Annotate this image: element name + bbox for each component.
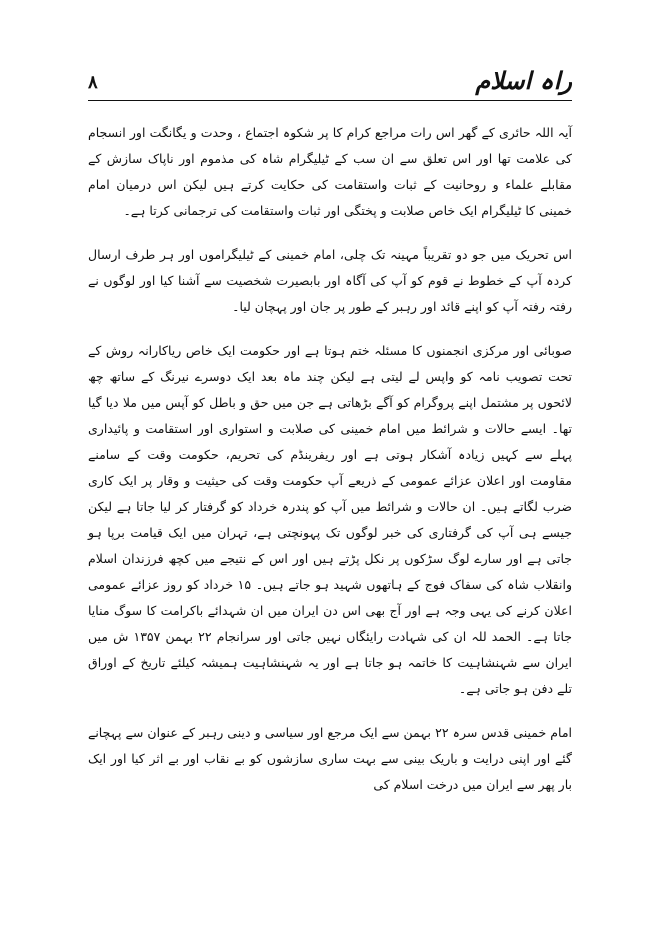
page-header	[88, 62, 572, 102]
running-title: راہ اسلام	[475, 66, 572, 95]
page-number: ۸	[88, 72, 98, 93]
paragraph-3: صوبائی اور مرکزی انجمنوں کا مسئلہ ختم ہوتا ہے اور حکومت ایک خاص ریاکارانہ روش کے تحت تصویب نامہ کو واپس لے لیتی ہے لیکن چند ماہ بعد ایک دوسرے نیرنگ کے ساتھ چھ لائحوں پر مشتمل اپنے پروگرام کو آگے بڑھاتی ہے جن میں حق و باطل کو آپس میں ملا دیا گیا تھا۔ ایسے حالات و شرائط میں امام خمینی کی صلابت و استواری اور استقامت و پائیداری پہلے سے کہیں زیادہ آشکار ہوتی ہے اور ریفرینڈم کی تحریم، حکومت وقت کے سامنے مقاومت اور اعلان عزائے عمومی کے ذریعے آپ حکومت وقت کی حیثیت و وقار پر ایک کاری ضرب لگاتے ہیں۔ ان حالات و شرائط میں آپ کو پندرہ خرداد کو گرفتار کر لیا جاتا ہے لیکن جیسے ہی آپ کی گرفتاری کی خبر لوگوں تک پہونچتی ہے، تہران میں ایک قیامت برپا ہو جاتی ہے اور سارے لوگ سڑکوں پر نکل پڑتے ہیں اور اس کے نتیجے میں کچھ فرزندان اسلام وانقلاب شاہ کی سفاک فوج کے ہاتھوں شہید ہو جاتے ہیں۔ ۱۵ خرداد کو روز عزائے عمومی اعلان کرنے کی یہی وجہ ہے اور آج بھی اس دن ایران میں ان شہدائے باکرامت کا سوگ منایا جاتا ہے۔ الحمد للہ ان کی شہادت رایئگاں نہیں جاتی اور سرانجام ۲۲ بہمن ۱۳۵۷ ش میں ایران سے شہنشاہیت کا خاتمہ ہو جاتا ہے اور یہ شہنشاہیت ہمیشہ کیلئے تاریخ کے اوراق تلے دفن ہو جاتی ہے۔	[88, 343, 572, 696]
page-body	[88, 120, 572, 816]
header-rule	[88, 100, 572, 101]
paragraph-1: آیہ اللہ حائری کے گھر اس رات مراجع کرام کا پر شکوہ اجتماع ، وحدت و یگانگت اور انسجام کی علامت تھا اور اس تعلق سے ان سب کے ٹیلیگرام شاہ کی مذموم اور ناپاک سازش کے مقابلے علماء و روحانیت کے ثبات واستقامت کی حکایت کرتے ہیں لیکن اس درمیان امام خمینی کا ٹیلیگرام ایک خاص صلابت و پختگی اور ثبات واستقامت کی ترجمانی کرتا ہے۔	[88, 125, 572, 218]
paragraph-4: امام خمینی قدس سرہ ۲۲ بہمن سے ایک مرجع اور سیاسی و دینی رہبر کے عنوان سے پہچانے گئے اور اپنی درایت و باریک بینی سے بہت ساری سازشوں کو بے نقاب اور بے اثر کیا اور ایک بار پھر سے ایران میں درخت اسلام کی	[88, 725, 572, 792]
paragraph-2: اس تحریک میں جو دو تقریباً مہینہ تک چلی، امام خمینی کے ٹیلیگراموں اور ہر طرف ارسال کردہ آپ کے خطوط نے قوم کو آپ کی آگاہ اور بابصیرت شخصیت سے آشنا کیا اور لوگوں نے رفتہ رفتہ آپ کو اپنے قائد اور رہبر کے طور پر جان اور پہچان لیا۔	[88, 247, 572, 314]
